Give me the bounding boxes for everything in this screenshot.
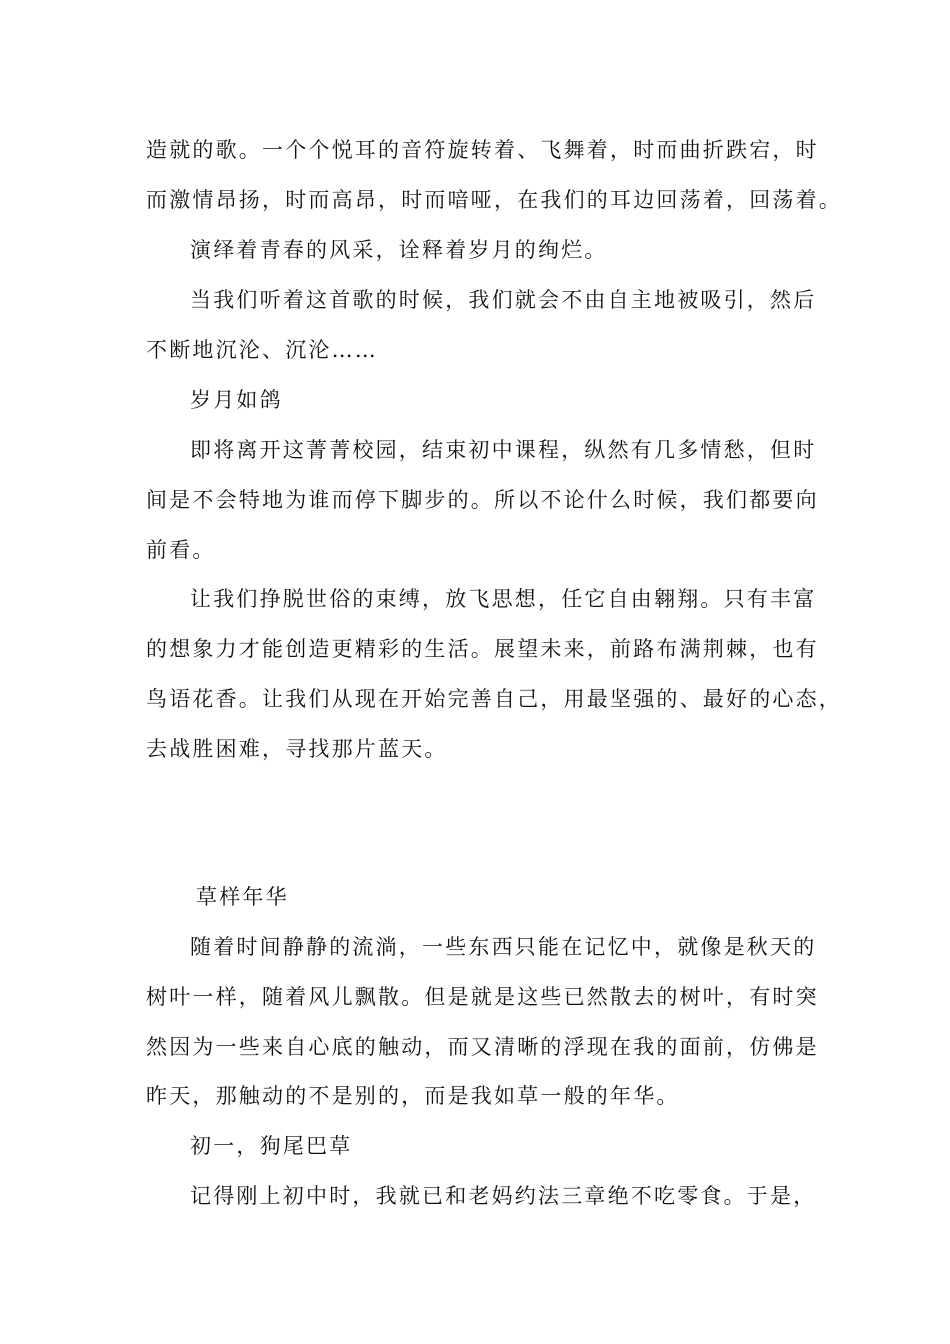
article-title: 草样年华 — [196, 885, 289, 909]
paragraph-line: 去战胜困难，寻找那片蓝天。 — [146, 737, 448, 761]
paragraph-line: 昨天，那触动的不是别的，而是我如草一般的年华。 — [146, 1084, 680, 1108]
section-heading: 岁月如鸽 — [190, 388, 283, 412]
paragraph-line: 记得刚上初中时，我就已和老妈约法三章绝不吃零食。于是， — [190, 1184, 817, 1208]
paragraph-line: 演绎着青春的风采，诠释着岁月的绚烂。 — [190, 238, 608, 262]
paragraph-line: 鸟语花香。让我们从现在开始完善自己，用最坚强的、最好的心态， — [146, 687, 842, 711]
paragraph-line: 然因为一些来自心底的触动，而又清晰的浮现在我的面前，仿佛是 — [146, 1035, 819, 1059]
paragraph-line: 即将离开这菁菁校园，结束初中课程，纵然有几多情愁，但时 — [190, 438, 817, 462]
paragraph-line: 不断地沉沦、沉沦…… — [146, 338, 378, 362]
paragraph-line: 造就的歌。一个个悦耳的音符旋转着、飞舞着，时而曲折跌宕，时 — [146, 138, 819, 162]
paragraph-line: 让我们挣脱世俗的束缚，放飞思想，任它自由翱翔。只有丰富 — [190, 587, 817, 611]
paragraph-line: 而激情昂扬，时而高昂，时而喑哑，在我们的耳边回荡着，回荡着。 — [146, 188, 842, 212]
paragraph-line: 当我们听着这首歌的时候，我们就会不由自主地被吸引，然后 — [190, 288, 817, 312]
paragraph-line: 间是不会特地为谁而停下脚步的。所以不论什么时候，我们都要向 — [146, 488, 819, 512]
paragraph-line: 随着时间静静的流淌，一些东西只能在记忆中，就像是秋天的 — [190, 935, 817, 959]
paragraph-line: 前看。 — [146, 538, 216, 562]
paragraph-line: 的想象力才能创造更精彩的生活。展望未来，前路布满荆棘，也有 — [146, 637, 819, 661]
section-heading: 初一，狗尾巴草 — [190, 1134, 353, 1158]
paragraph-line: 树叶一样，随着风儿飘散。但是就是这些已然散去的树叶，有时突 — [146, 985, 819, 1009]
